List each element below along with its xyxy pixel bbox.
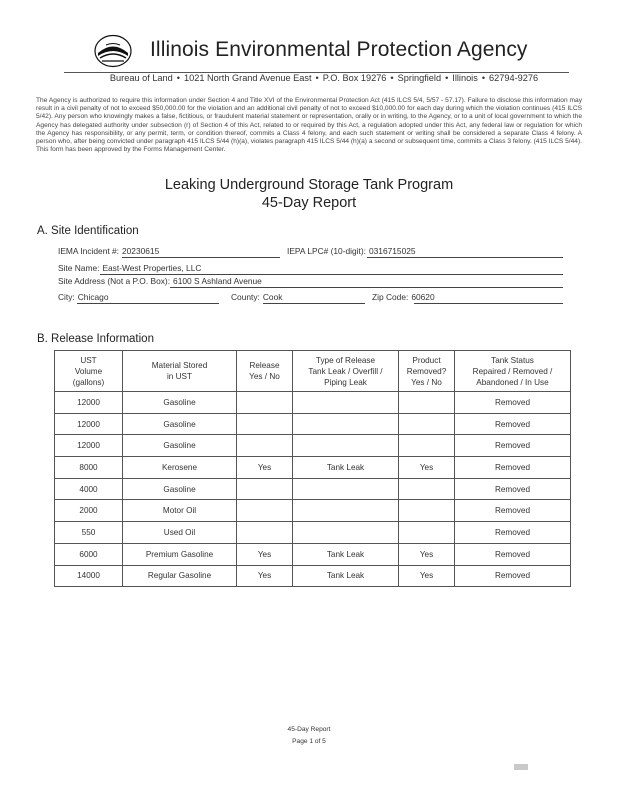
release-type-cell[interactable] [293,435,399,457]
site-address-underline [170,287,563,288]
table-row [55,543,571,565]
ust-volume-cell[interactable]: 6000 [55,543,123,565]
program-title: Leaking Underground Storage Tank Program [164,177,454,193]
site-name-underline [100,274,563,275]
release-cell[interactable] [237,478,293,500]
header-line: Piping Leak [324,377,367,387]
city-value[interactable]: Chicago [77,292,109,302]
product-removed-cell[interactable]: Yes [399,457,455,479]
header-line: Tank Leak / Overfill / [308,366,383,376]
material-cell[interactable]: Gasoline [123,478,237,500]
header-line: Yes / No [249,372,280,381]
county-underline [263,303,365,304]
product-removed-cell[interactable]: Yes [399,565,455,587]
column-header-release-type [293,351,399,392]
table-row [55,413,571,435]
county-value[interactable]: Cook [262,292,283,302]
address-part: Springfield [397,73,442,83]
zip-code-underline [414,303,563,304]
table-row [55,478,571,500]
city-field [58,292,108,302]
address-part: Illinois [452,73,478,83]
table-row [55,457,571,479]
header-line: Removed? [406,366,447,376]
release-type-cell[interactable] [293,500,399,522]
tank-status-cell[interactable]: Removed [455,522,571,544]
table-row [55,500,571,522]
scan-mark [514,764,528,770]
iepa-lpc-label: IEPA LPC# (10-digit): [287,246,366,256]
address-part: 62794-9276 [489,73,539,83]
material-cell[interactable]: Premium Gasoline [123,543,237,565]
release-cell[interactable] [237,413,293,435]
iema-underline [122,257,280,258]
zip-code-label: Zip Code: [372,292,409,302]
city-underline [77,303,219,304]
iepa-underline [367,257,563,258]
iema-incident-value[interactable]: 20230615 [121,246,160,256]
header-line: Tank Status [491,355,534,365]
release-type-cell[interactable] [293,392,399,414]
release-cell[interactable] [237,522,293,544]
tank-status-cell[interactable]: Removed [455,457,571,479]
product-removed-cell[interactable]: Yes [399,543,455,565]
material-cell[interactable]: Used Oil [123,522,237,544]
site-address-field [58,276,262,286]
material-cell[interactable]: Motor Oil [123,500,237,522]
tank-status-cell[interactable]: Removed [455,435,571,457]
agency-name: Illinois Environmental Protection Agency [150,38,528,61]
column-header-tank-status [455,351,571,392]
release-type-cell[interactable]: Tank Leak [293,565,399,587]
header-line: Release [249,361,280,370]
header-line: Abandoned / In Use [476,377,549,387]
release-type-cell[interactable]: Tank Leak [293,457,399,479]
tank-status-cell[interactable]: Removed [455,478,571,500]
header-line: Material Stored [151,361,208,370]
tank-status-cell[interactable]: Removed [455,500,571,522]
release-information-heading: B. Release Information [37,333,154,345]
site-address-label: Site Address (Not a P.O. Box): [58,276,171,286]
ust-volume-cell[interactable]: 14000 [55,565,123,587]
city-label: City: [58,292,75,302]
table-row [55,435,571,457]
material-cell[interactable]: Regular Gasoline [123,565,237,587]
release-type-cell[interactable] [293,413,399,435]
site-name-field [58,263,201,273]
tank-status-cell[interactable]: Removed [455,543,571,565]
column-header-material [123,351,237,392]
county-label: County: [231,292,260,302]
iepa-lpc-field [287,246,416,256]
iema-incident-label: IEMA Incident #: [58,246,119,256]
state-seal-icon [93,34,133,68]
header-line: Product [412,355,441,365]
release-cell[interactable] [237,435,293,457]
header-line: Type of Release [315,355,376,365]
material-cell[interactable]: Gasoline [123,392,237,414]
header-line: in UST [166,372,193,381]
product-removed-cell[interactable] [399,478,455,500]
header-line: Yes / No [411,377,442,387]
report-subtitle: 45-Day Report [261,195,357,211]
legal-disclaimer: The Agency is authorized to require this information under Section 4 and Title XVI of the Environmental Protection Act (415 ILCS 5/4, 5/57 - 57.17). Failure to disclose this information may result in a civil penalty of not to exceed $50,000.00 for the violation and an additional civil penalty of not to exceed $10,000.00 for each day during which the violation continues (415 ILCS 5/42). Any person who knowingly makes a false, fictitious, or fraudulent material statement or representation, orally or in writing, to the Agency, or to a unit of local government to which the Agency has delegated authority under subsection (r) of Section 4 of this Act, related to or required by this Act, a regulation adopted under this Act, any federal law or regulation for which the Agency has responsibility, or any permit, term, or condition thereof, commits a Class 4 felony, and each such statement or writing shall be considered a separate Class 4 felony. A person who, after being convicted under paragraph 415 ILCS 5/44 (h)(a), violates paragraph 415 ILCS 5/44 (h)(a) a second or subsequent time, commits a Class 3 felony. (415 ILCS 5/44). This form has been approved by the Forms Management Center. [36,97,582,154]
column-header-volume [55,351,123,392]
material-cell[interactable]: Gasoline [123,435,237,457]
address-part: P.O. Box 19276 [322,73,387,83]
site-address-value[interactable]: 6100 S Ashland Avenue [173,276,262,286]
footer-report-name: 45-Day Report [287,726,331,733]
site-identification-heading: A. Site Identification [37,225,139,237]
address-part: 1021 North Grand Avenue East [183,73,312,83]
release-cell[interactable]: Yes [237,565,293,587]
zip-code-value[interactable]: 60620 [411,292,435,302]
release-information-table [54,350,571,587]
tank-status-cell[interactable]: Removed [455,565,571,587]
release-cell[interactable]: Yes [237,543,293,565]
tank-status-cell[interactable]: Removed [455,413,571,435]
product-removed-cell[interactable] [399,522,455,544]
table-row [55,565,571,587]
header-line: UST [80,355,97,365]
release-cell[interactable] [237,500,293,522]
address-part: Bureau of Land [109,73,173,83]
tank-status-cell[interactable]: Removed [455,392,571,414]
site-name-label: Site Name: [58,263,100,273]
site-name-value[interactable]: East-West Properties, LLC [102,263,202,273]
release-type-cell[interactable]: Tank Leak [293,543,399,565]
material-cell[interactable]: Gasoline [123,413,237,435]
page-footer [0,724,618,748]
product-removed-cell[interactable] [399,435,455,457]
table-row [55,392,571,414]
table-header-row [55,351,571,392]
ust-volume-cell[interactable]: 550 [55,522,123,544]
ust-volume-cell[interactable]: 2000 [55,500,123,522]
header-line: Repaired / Removed / [472,366,553,376]
iepa-lpc-value[interactable]: 0316715025 [368,246,416,256]
agency-address: Bureau of Land • 1021 North Grand Avenue East • P.O. Box 19276 • Springfield • Illinois • 62794-9276 [109,73,539,83]
product-removed-cell[interactable] [399,392,455,414]
header-line: Volume [74,366,103,376]
county-field [231,292,282,302]
ust-volume-cell[interactable]: 12000 [55,413,123,435]
product-removed-cell[interactable] [399,413,455,435]
material-cell[interactable]: Kerosene [123,457,237,479]
table-row [55,522,571,544]
ust-volume-cell[interactable]: 4000 [55,478,123,500]
zip-code-field [372,292,435,302]
ust-volume-cell[interactable]: 12000 [55,392,123,414]
release-cell[interactable] [237,392,293,414]
release-type-cell[interactable] [293,478,399,500]
program-title-block [0,176,618,212]
release-type-cell[interactable] [293,522,399,544]
ust-volume-cell[interactable]: 8000 [55,457,123,479]
footer-page-number: Page 1 of 5 [292,738,326,745]
release-cell[interactable]: Yes [237,457,293,479]
column-header-release [237,351,293,392]
column-header-product-removed [399,351,455,392]
ust-volume-cell[interactable]: 12000 [55,435,123,457]
header-line: (gallons) [72,377,105,387]
iema-incident-field [58,246,159,256]
product-removed-cell[interactable] [399,500,455,522]
